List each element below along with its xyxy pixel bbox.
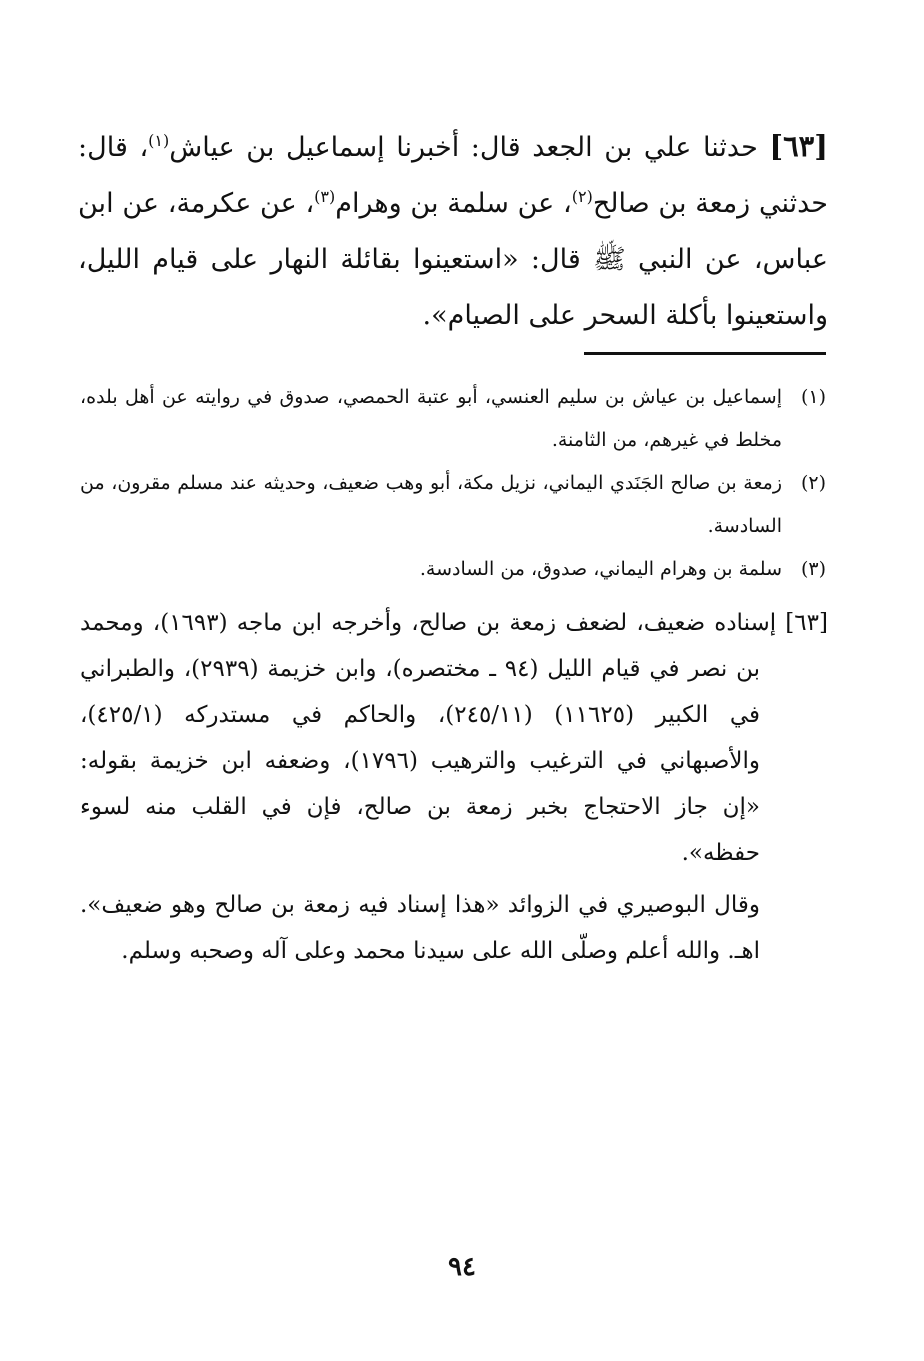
hadith-number: [٦٣]	[769, 129, 828, 163]
footnote-1	[80, 376, 826, 462]
footnote-2	[80, 462, 826, 548]
commentary-paragraph-2: وقال البوصيري في الزوائد «هذا إسناد فيه زمعة بن صالح وهو ضعيف». اهـ. والله أعلم وصلّى الله على سيدنا محمد وعلى آله وصحبه وسلم.	[80, 892, 760, 964]
footnote-ref-3: (٣)	[314, 187, 336, 206]
footnote-number: (٢)	[800, 472, 826, 494]
page-number: ٩٤	[448, 1252, 476, 1282]
footnote-text: إسماعيل بن عياش بن سليم العنسي، أبو عتبة الحمصي، صدوق في روايته عن أهل بلده، مخلط في غيرهم، من الثامنة.	[80, 386, 782, 451]
commentary	[80, 600, 828, 974]
footnote-ref-2: (٢)	[571, 187, 593, 206]
footnote-3	[80, 548, 826, 591]
commentary-paragraph-1: [٦٣] إسناده ضعيف، لضعف زمعة بن صالح، وأخرجه ابن ماجه (١٦٩٣)، ومحمد بن نصر في قيام الليل (٩٤ ـ مختصره)، وابن خزيمة (٢٩٣٩)، والطبراني في الكبير (١١٦٢٥) (٢٤٥/١١)، والحاكم في مستدركه (٤٢٥/١)، والأصبهاني في الترغيب والترهيب (١٧٩٦)، وضعفه ابن خزيمة بقوله: «إن جاز الاحتجاج بخبر زمعة بن صالح، فإن في القلب منه لسوء حفظه».	[80, 610, 828, 866]
hadith-text-part-1: حدثنا علي بن الجعد قال: أخبرنا إسماعيل بن عياش	[169, 132, 770, 163]
hadith-text-part-3: ، عن سلمة بن وهرام	[335, 188, 572, 219]
hadith-text	[78, 118, 828, 344]
hadith-text-part-2: ، قال: حدثني زمعة بن صالح	[78, 132, 828, 219]
footnote-number: (١)	[800, 386, 826, 408]
hadith-text-part-4: ، عن عكرمة، عن ابن عباس، عن النبي ﷺ قال: «استعينوا بقائلة النهار على قيام الليل، واستعينوا بأكلة السحر على الصيام».	[78, 188, 828, 331]
footnote-number: (٣)	[800, 558, 826, 580]
footnote-divider	[584, 352, 826, 355]
footnote-text: زمعة بن صالح الجَنَدي اليماني، نزيل مكة، أبو وهب ضعيف، وحديثه عند مسلم مقرون، من السادسة.	[80, 472, 782, 537]
footnote-text: سلمة بن وهرام اليماني، صدوق، من السادسة.	[419, 558, 782, 580]
footnotes	[80, 376, 826, 591]
footnote-ref-1: (١)	[148, 131, 170, 150]
